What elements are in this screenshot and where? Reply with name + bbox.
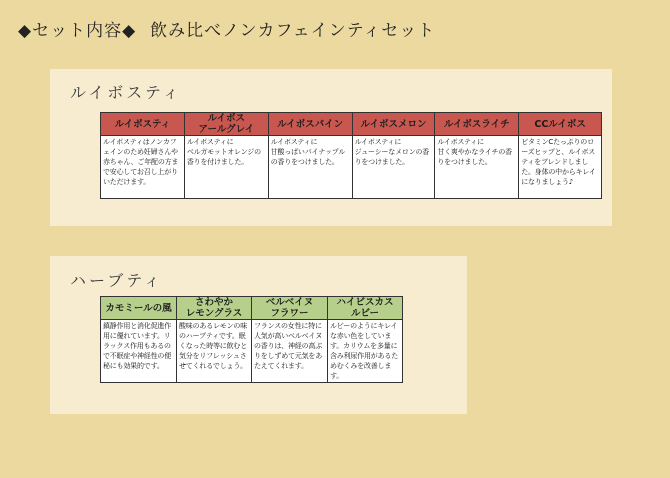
tea-description: フランスの女性に特に人気が高いベルベイヌの香りは、神経の高ぶりをしずめて元気をあたえてくれます。: [252, 320, 328, 383]
section-title-herb: ハーブティ: [70, 271, 163, 290]
set-contents-header: [18, 16, 435, 41]
herb-section: [50, 256, 467, 414]
tea-name: ルイボスパイン: [268, 113, 352, 136]
tea-description: 鎮静作用と消化促進作用に優れています。リラックス作用もあるので不眠症や神経性の便秘にも効果的です。: [101, 320, 177, 383]
tea-name: カモミールの風: [101, 297, 177, 320]
tea-name: ルイボス アールグレイ: [184, 113, 268, 136]
table-header-row: [101, 297, 403, 320]
header-set-name: 飲み比べノンカフェインティセット: [150, 21, 436, 41]
tea-description: ルイボスティに ジューシーなメロンの香りをつけました。: [352, 136, 435, 199]
tea-description: ルイボスティに ベルガモットオレンジの香りを付けました。: [184, 136, 268, 199]
tea-description: 酸味のあるレモンの味のハーブティです。眠くなった時等に飲むと気分をリフレッシュさせてくれるでしょう。: [177, 320, 252, 383]
tea-name: さわやか レモングラス: [177, 297, 252, 320]
tea-name: ベルベイヌ フラワー: [252, 297, 328, 320]
tea-name: ルイボスライチ: [435, 113, 519, 136]
header-label: ◆セット内容◆: [18, 21, 137, 41]
section-title-rooibos: ルイボスティ: [70, 83, 182, 102]
tea-description: ルイボスティはノンカフェインのため妊婦さんや赤ちゃん、ご年配の方まで安心してお召し上がりいただけます。: [101, 136, 185, 199]
tea-description: ビタミンCたっぷりのローズヒップと、ルイボスティをブレンドしました。身体の中からキレイになりましょう♪: [519, 136, 602, 199]
tea-description: ルビーのようにキレイな赤い色をしています。カリウムを多量に含み利尿作用があるためむくみを改善します。: [328, 320, 403, 383]
tea-name: CCルイボス: [519, 113, 602, 136]
tea-description: ルイボスティに 甘酸っぱいパイナップルの香りをつけました。: [268, 136, 352, 199]
table-row: [101, 136, 602, 199]
herb-table: [100, 296, 403, 383]
table-row: [101, 320, 403, 383]
tea-name: ルイボスティ: [101, 113, 185, 136]
tea-name: ルイボスメロン: [352, 113, 435, 136]
tea-description: ルイボスティに 甘く爽やかなライチの香りをつけました。: [435, 136, 519, 199]
tea-name: ハイビスカス ルビー: [328, 297, 403, 320]
rooibos-section: [50, 69, 612, 226]
table-header-row: [101, 113, 602, 136]
rooibos-table: [100, 112, 602, 199]
